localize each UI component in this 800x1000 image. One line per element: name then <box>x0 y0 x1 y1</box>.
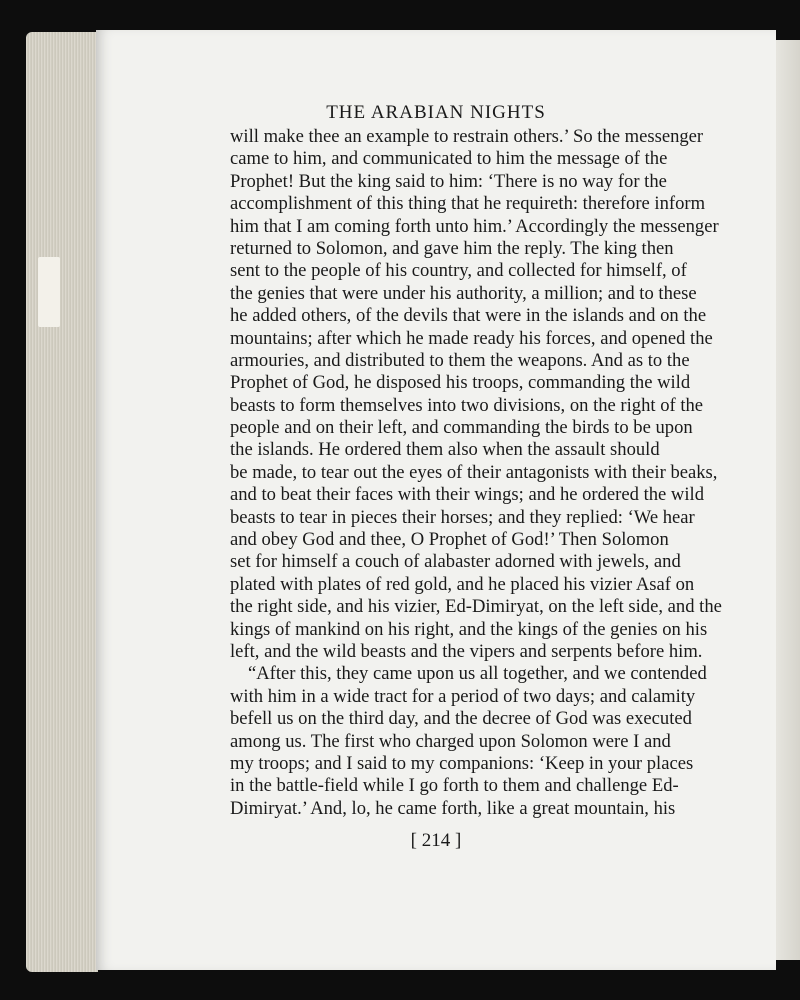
page-edges-left <box>26 32 98 972</box>
text-line: returned to Solomon, and gave him the reply. The king then <box>230 237 674 259</box>
text-line: people and on their left, and commanding the birds to be upon <box>230 417 693 439</box>
text-line: with him in a wide tract for a period of two days; and calamity <box>230 685 696 707</box>
text-line: beasts to tear in pieces their horses; and they replied: ‘We hear <box>230 506 695 528</box>
text-line: and obey God and thee, O Prophet of God!’ Then Solomon <box>230 529 669 551</box>
text-line: armouries, and distributed to them the weapons. And as to the <box>230 349 690 371</box>
text-line: the right side, and his vizier, Ed-Dimiryat, on the left side, and the <box>230 596 722 618</box>
text-line: he added others, of the devils that were in the islands and on the <box>230 305 707 327</box>
text-line: in the battle-field while I go forth to them and challenge Ed- <box>230 775 679 797</box>
text-line: left, and the wild beasts and the vipers and serpents before him. <box>230 640 703 662</box>
text-line: will make thee an example to restrain others.’ So the messenger <box>230 126 704 147</box>
text-line: beasts to form themselves into two divisions, on the right of the <box>230 394 704 416</box>
text-line: befell us on the third day, and the decree of God was executed <box>230 708 692 730</box>
text-line: Prophet! But the king said to him: ‘There is no way for the <box>230 170 667 192</box>
text-line: him that I am coming forth unto him.’ Accordingly the messenger <box>230 215 719 237</box>
text-line: sent to the people of his country, and collected for himself, of <box>230 260 687 282</box>
text-line: Prophet of God, he disposed his troops, commanding the wild <box>230 372 691 394</box>
body-text <box>230 126 722 820</box>
text-line: plated with plates of red gold, and he placed his vizier Asaf on <box>230 573 695 595</box>
text-line: the islands. He ordered them also when the assault should <box>230 439 660 461</box>
page-number: [ 214 ] <box>410 830 462 851</box>
text-line: and to beat their faces with their wings; and he ordered the wild <box>230 484 704 506</box>
text-line: accomplishment of this thing that he requireth: therefore inform <box>230 193 706 215</box>
book-page <box>96 30 776 970</box>
text-line: among us. The first who charged upon Solomon were I and <box>230 730 671 752</box>
text-line: the genies that were under his authority, a million; and to these <box>230 282 697 304</box>
text-line: “After this, they came upon us all together, and we contended <box>248 663 707 685</box>
running-head: THE ARABIAN NIGHTS <box>326 102 546 123</box>
page-edge-right <box>772 40 800 960</box>
text-line: kings of mankind on his right, and the kings of the genies on his <box>230 618 708 640</box>
text-line: my troops; and I said to my companions: ‘Keep in your places <box>230 752 694 774</box>
text-line: came to him, and communicated to him the message of the <box>230 148 668 170</box>
text-line: Dimiryat.’ And, lo, he came forth, like a great mountain, his <box>230 797 676 819</box>
text-line: set for himself a couch of alabaster adorned with jewels, and <box>230 551 681 573</box>
text-line: be made, to tear out the eyes of their antagonists with their beaks, <box>230 461 718 483</box>
text-line: mountains; after which he made ready his forces, and opened the <box>230 327 713 349</box>
